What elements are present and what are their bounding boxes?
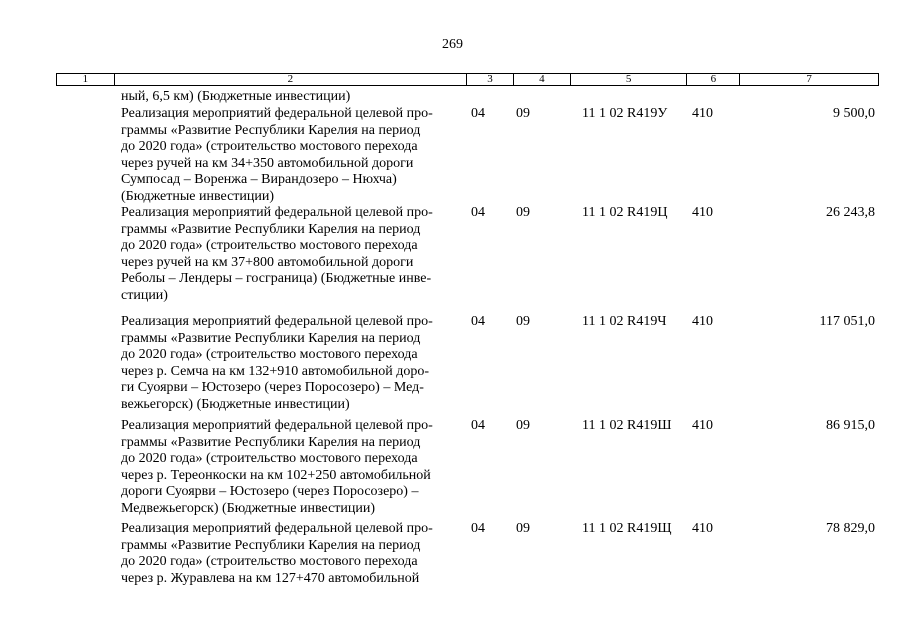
row-expense-type: 410 [692, 314, 713, 329]
row-subsection: 09 [516, 418, 530, 433]
row-description-line: Сумпосад – Воренжа – Вирандозеро – Нюхча) [121, 172, 397, 187]
row-amount: 9 500,0 [833, 106, 875, 121]
row-expense-type: 410 [692, 521, 713, 536]
header-col-1: 1 [57, 74, 115, 85]
row-description-line: до 2020 года» (строительство мостового перехода [121, 238, 418, 253]
row-description-line: Реализация мероприятий федеральной целевой про- [121, 314, 433, 329]
header-col-3: 3 [467, 74, 514, 85]
row-section: 04 [471, 205, 485, 220]
row-description-line: до 2020 года» (строительство мостового перехода [121, 347, 418, 362]
row-expense-type: 410 [692, 106, 713, 121]
header-col-4: 4 [514, 74, 571, 85]
row-target-article: 11 1 02 R419Щ [582, 521, 672, 536]
row-description-line: Медвежьегорск) (Бюджетные инвестиции) [121, 500, 376, 516]
header-col-7: 7 [806, 73, 812, 85]
row-description-line: вежьегорск) (Бюджетные инвестиции) [121, 396, 350, 412]
row-description-line: Реализация мероприятий федеральной целевой про- [121, 205, 433, 220]
row-description-line: (Бюджетные инвестиции) [121, 188, 275, 204]
header-col-5: 5 [571, 74, 688, 85]
row-subsection: 09 [516, 314, 530, 329]
row-amount: 26 243,8 [826, 205, 875, 220]
row-description-line: Реализация мероприятий федеральной целевой про- [121, 521, 433, 536]
row-description-line: граммы «Развитие Республики Карелия на период [121, 330, 421, 346]
row-description-line: стиции) [121, 287, 168, 303]
row-section: 04 [471, 521, 485, 536]
header-col-6: 6 [687, 74, 740, 85]
row-description-line: Реболы – Лендеры – госграница) (Бюджетные инве- [121, 271, 432, 286]
row-target-article: 11 1 02 R419Ц [582, 205, 668, 220]
row-amount: 78 829,0 [826, 521, 875, 536]
row-description-line: граммы «Развитие Республики Карелия на период [121, 537, 421, 553]
row-description-line: до 2020 года» (строительство мостового перехода [121, 139, 418, 154]
row-description-line: Реализация мероприятий федеральной целевой про- [121, 106, 433, 121]
row-description-line: через р. Тереонкоски на км 102+250 автомобильной [121, 467, 431, 483]
continuation-line: ный, 6,5 км) (Бюджетные инвестиции) [121, 89, 351, 104]
row-expense-type: 410 [692, 205, 713, 220]
row-target-article: 11 1 02 R419Ш [582, 418, 672, 433]
row-subsection: 09 [516, 106, 530, 121]
row-subsection: 09 [516, 205, 530, 220]
row-description-line: граммы «Развитие Республики Карелия на период [121, 434, 421, 450]
row-section: 04 [471, 314, 485, 329]
row-amount: 86 915,0 [826, 418, 875, 433]
row-description-line: Реализация мероприятий федеральной целевой про- [121, 418, 433, 433]
row-section: 04 [471, 106, 485, 121]
header-col-2: 2 [115, 74, 467, 85]
row-expense-type: 410 [692, 418, 713, 433]
table-header [56, 73, 879, 86]
row-description-line: до 2020 года» (строительство мостового перехода [121, 554, 418, 569]
row-target-article: 11 1 02 R419Ч [582, 314, 667, 329]
row-description-line: через ручей на км 34+350 автомобильной дороги [121, 155, 414, 171]
row-description-line: до 2020 года» (строительство мостового перехода [121, 451, 418, 466]
row-amount: 117 051,0 [819, 314, 875, 329]
row-description-line: дороги Суоярви – Юстозеро (через Поросозеро) – [121, 484, 419, 499]
row-description-line: через р. Журавлева на км 127+470 автомобильной [121, 570, 420, 586]
page-number: 269 [442, 37, 463, 52]
row-section: 04 [471, 418, 485, 433]
row-target-article: 11 1 02 R419У [582, 106, 668, 121]
row-description-line: через ручей на км 37+800 автомобильной дороги [121, 254, 414, 270]
row-description-line: ги Суоярви – Юстозеро (через Поросозеро) – Мед- [121, 380, 424, 395]
row-description-line: граммы «Развитие Республики Карелия на период [121, 122, 421, 138]
row-subsection: 09 [516, 521, 530, 536]
row-description-line: через р. Семча на км 132+910 автомобильной доро- [121, 363, 430, 379]
row-description-line: граммы «Развитие Республики Карелия на период [121, 221, 421, 237]
